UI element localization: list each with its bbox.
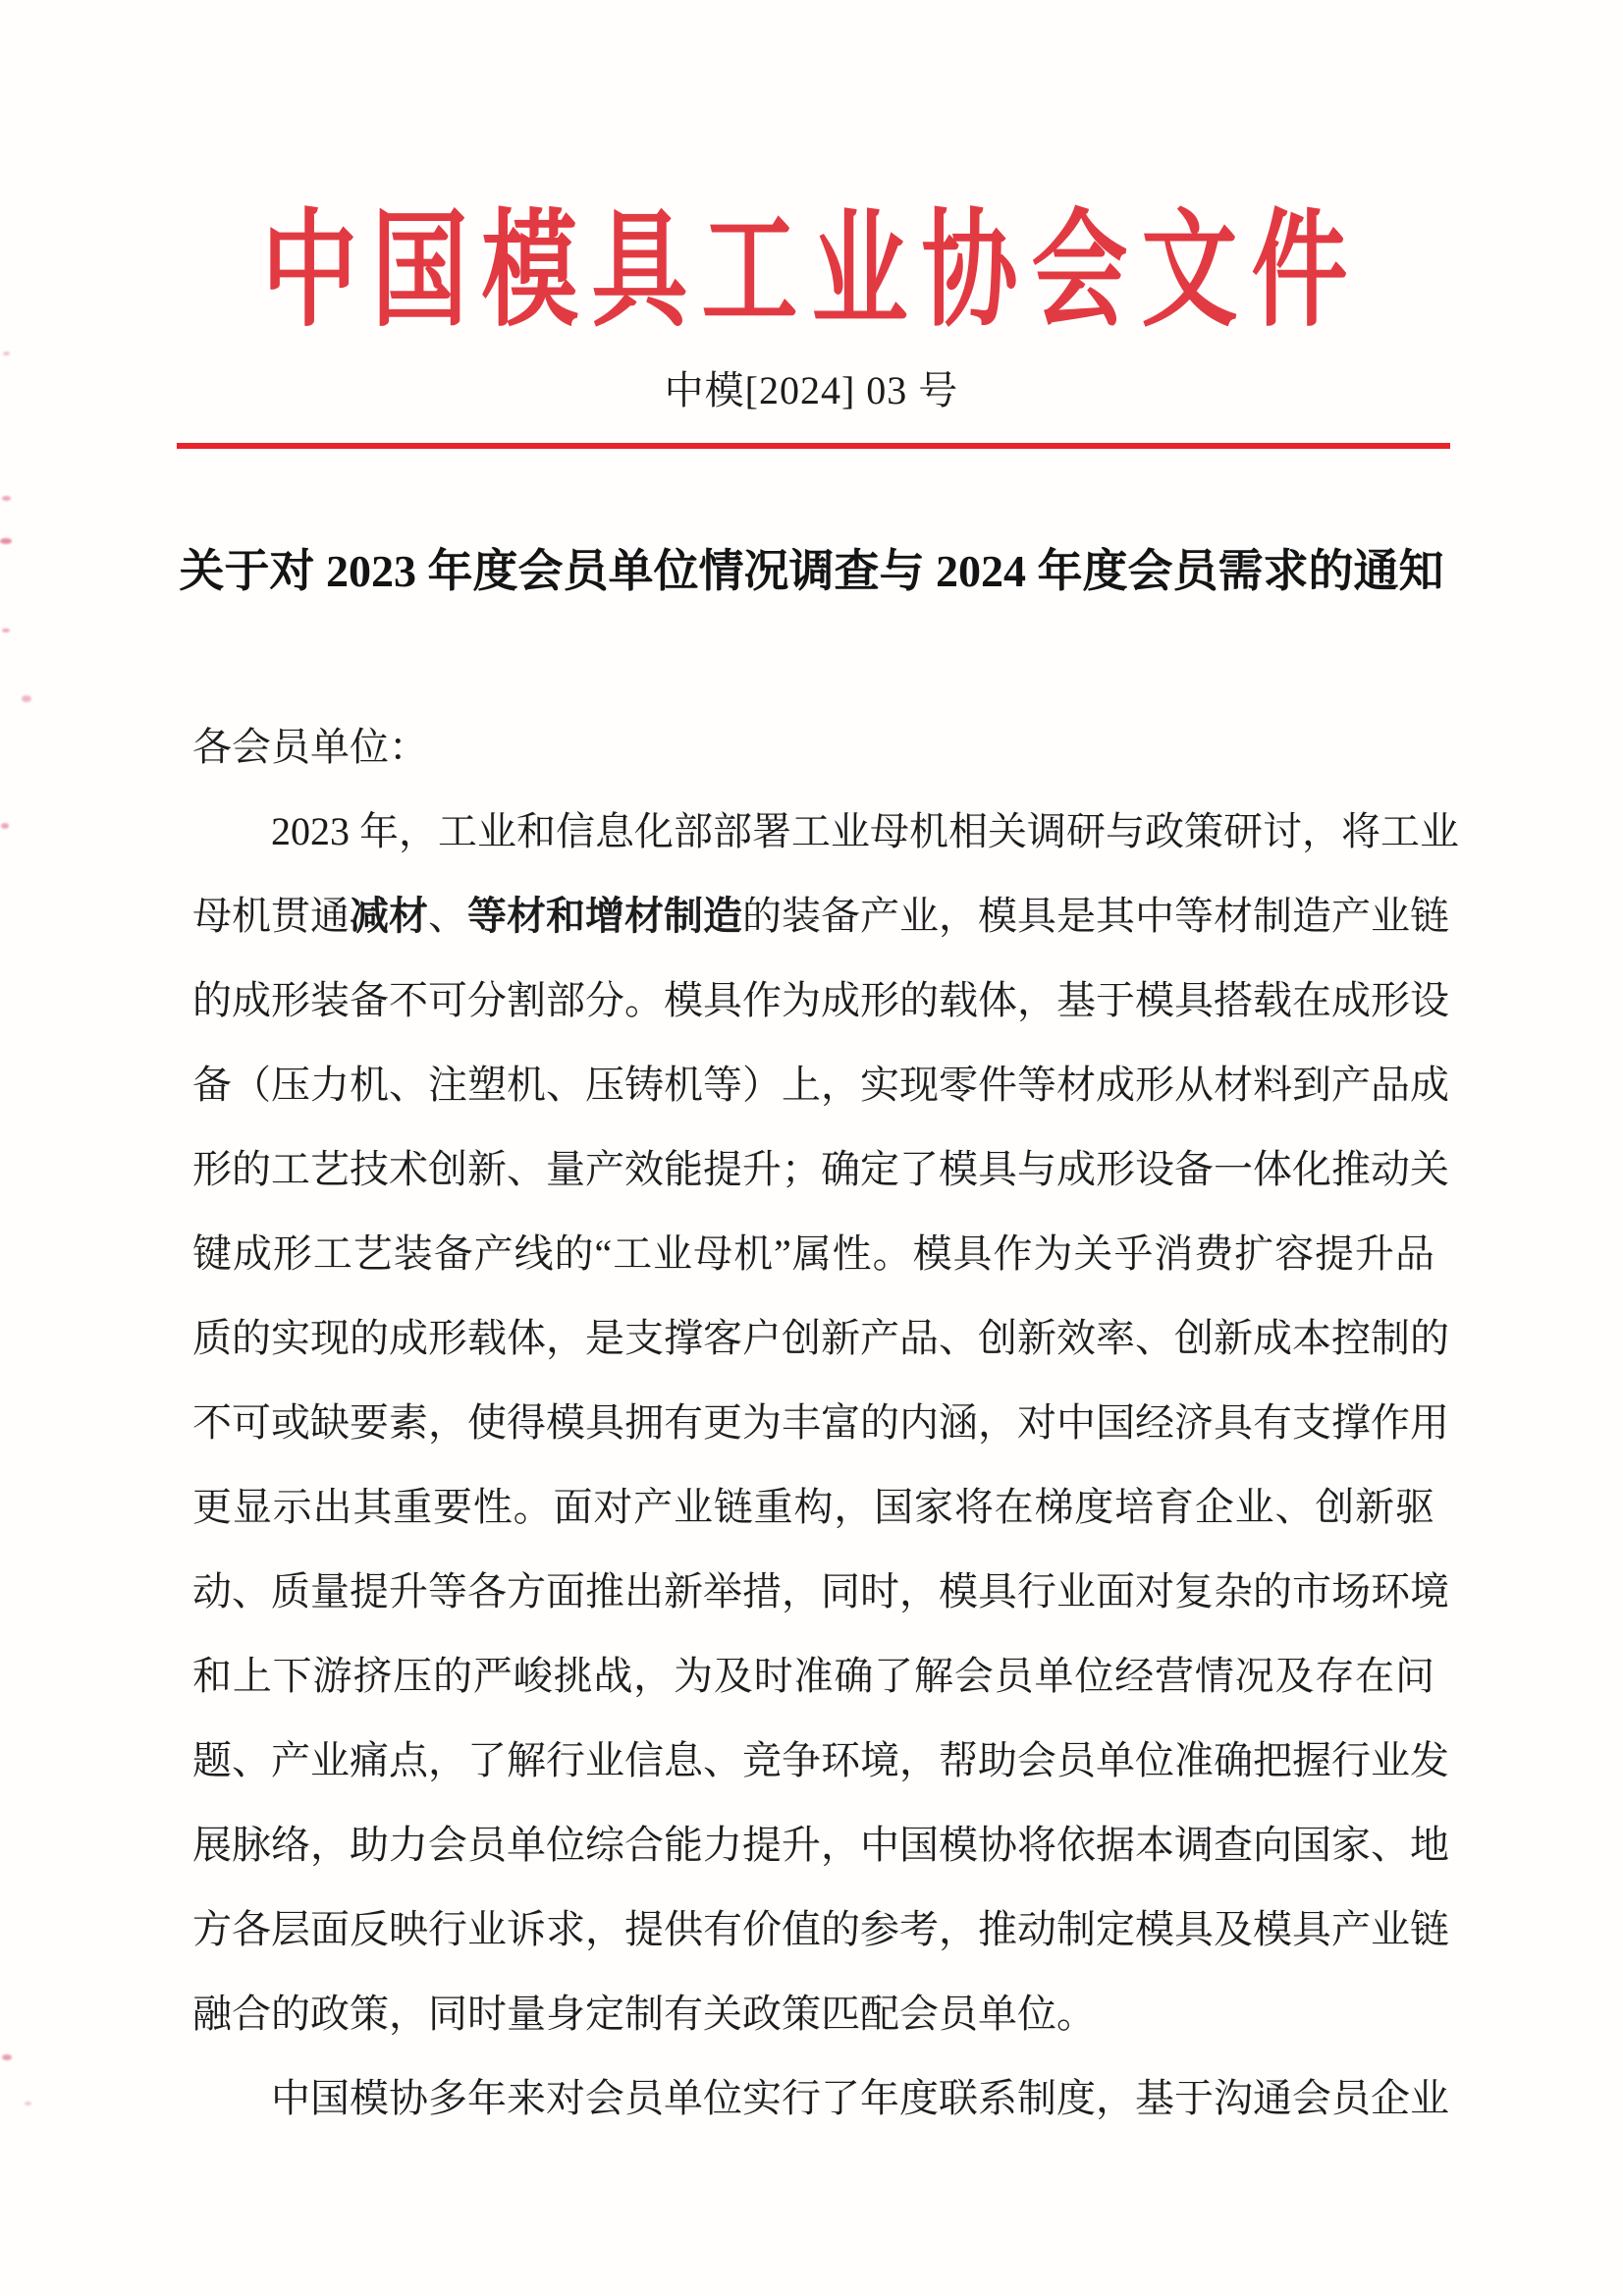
body-line [192, 1634, 1434, 1719]
red-divider-line [177, 443, 1450, 449]
document-number: 中模[2024] 03 号 [664, 368, 959, 412]
text-run: 动、质量提升等各方面推出新举措，同时，模具行业面对复杂的市场环境 [192, 1569, 1449, 1613]
body-line [192, 1719, 1449, 1803]
notice-title: 关于对 2023 年度会员单位情况调查与 2024 年度会员需求的通知 [179, 546, 1444, 596]
text-run: 键成形工艺装备产线的“工业母机”属性。模具作为关乎消费扩容提升品 [192, 1231, 1434, 1276]
scan-speck [25, 2102, 31, 2105]
text-run: 母机贯通 [192, 894, 350, 938]
scan-speck [3, 352, 10, 355]
body-line [192, 705, 1434, 790]
body-line [192, 1043, 1449, 1127]
body-line [192, 958, 1449, 1043]
body-line [192, 1212, 1434, 1296]
text-run: 、 [428, 894, 467, 938]
body-line [192, 1465, 1434, 1550]
body-line [192, 1887, 1449, 1972]
body-line [192, 1381, 1449, 1465]
text-run: 备（压力机、注塑机、压铸机等）上，实现零件等材成形从材料到产品成 [192, 1063, 1449, 1107]
body-line [192, 1550, 1449, 1634]
body-line [192, 874, 1449, 958]
body-line [192, 1127, 1449, 1212]
text-run: 的装备产业，模具是其中等材制造产业链 [742, 894, 1449, 938]
body-line [192, 1296, 1449, 1381]
body-line [192, 790, 1459, 874]
body-line [192, 1972, 1434, 2056]
scan-speck [2, 496, 11, 501]
text-run: 融合的政策，同时量身定制有关政策匹配会员单位。 [192, 1992, 1096, 2036]
scan-speck [2, 629, 10, 632]
text-run: 的成形装备不可分割部分。模具作为成形的载体，基于模具搭载在成形设 [192, 978, 1449, 1022]
scan-speck [1, 823, 9, 829]
body-text [192, 705, 1459, 2141]
scan-speck [22, 695, 31, 702]
text-run: 各会员单位： [192, 725, 428, 769]
scan-speck [2, 2054, 12, 2060]
bold-text-run: 等材和增材制造 [467, 894, 742, 938]
text-run: 不可或缺要素，使得模具拥有更为丰富的内涵，对中国经济具有支撑作用 [192, 1400, 1449, 1445]
letterhead-title: 中国模具工业协会文件 [261, 202, 1362, 343]
text-run: 方各层面反映行业诉求，提供有价值的参考，推动制定模具及模具产业链 [192, 1907, 1449, 1951]
body-line [192, 2056, 1449, 2141]
text-run: 形的工艺技术创新、量产效能提升；确定了模具与成形设备一体化推动关 [192, 1147, 1449, 1191]
text-run: 质的实现的成形载体，是支撑客户创新产品、创新效率、创新成本控制的 [192, 1316, 1449, 1360]
text-run: 中国模协多年来对会员单位实行了年度联系制度，基于沟通会员企业 [271, 2076, 1449, 2120]
text-run: 更显示出其重要性。面对产业链重构，国家将在梯度培育企业、创新驱 [192, 1485, 1434, 1529]
text-run: 和上下游挤压的严峻挑战，为及时准确了解会员单位经营情况及存在问 [192, 1654, 1434, 1698]
text-run: 展脉络，助力会员单位综合能力提升，中国模协将依据本调查向国家、地 [192, 1823, 1449, 1867]
text-run: 题、产业痛点，了解行业信息、竞争环境，帮助会员单位准确把握行业发 [192, 1738, 1449, 1782]
text-run: 2023 年，工业和信息化部部署工业母机相关调研与政策研讨，将工业 [271, 809, 1459, 853]
body-line [192, 1803, 1449, 1887]
bold-text-run: 减材 [350, 894, 428, 938]
